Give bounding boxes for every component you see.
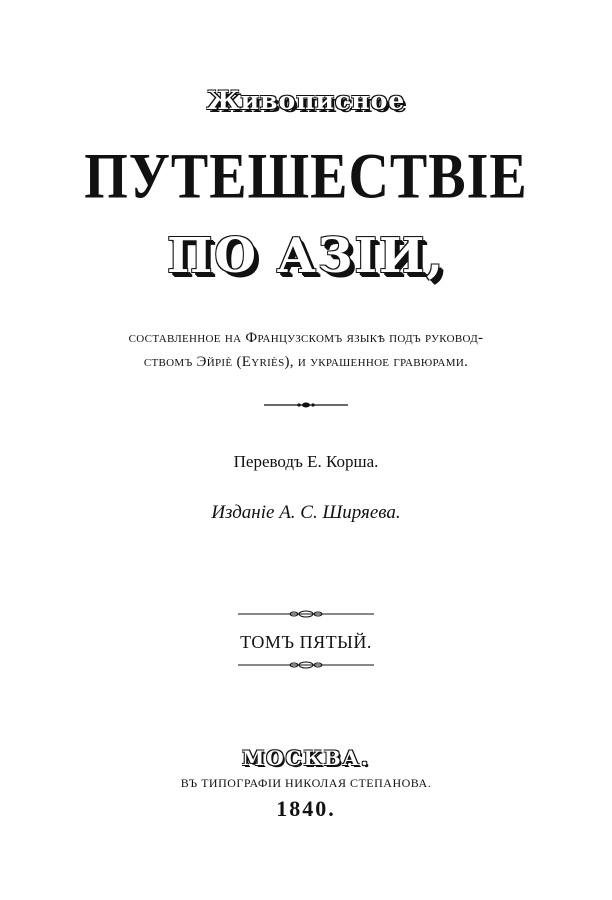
title-line-journey: ПУТЕШЕСТВІЕ xyxy=(84,141,528,213)
volume-label: ТОМЪ ПЯТЫЙ. xyxy=(240,632,372,652)
imprint-year: 1840. xyxy=(276,796,336,821)
imprint-printer: ВЪ ТИПОГРАФІИ НИКОЛАЯ СТЕПАНОВА. xyxy=(180,776,432,790)
title-line-picturesque: Живописное xyxy=(206,86,406,115)
ornamental-rule-icon xyxy=(238,660,374,670)
ornamental-rule-icon xyxy=(238,609,374,619)
ornamental-rule-icon xyxy=(264,400,348,410)
translator-credit: Переводъ Е. Корша. xyxy=(233,452,379,471)
subtitle-line-1: составленное на Французскомъ языкѣ подъ руковод- xyxy=(128,330,484,346)
imprint-city: МОСКВА. xyxy=(242,746,370,770)
title-line-asia: ПО АЗІИ, xyxy=(166,228,446,284)
edition-credit: Изданіе А. С. Ширяева. xyxy=(211,502,401,523)
subtitle-line-2: ствомъ Эйріѐ (Eyriès), и украшенное гравюрами. xyxy=(143,354,469,370)
